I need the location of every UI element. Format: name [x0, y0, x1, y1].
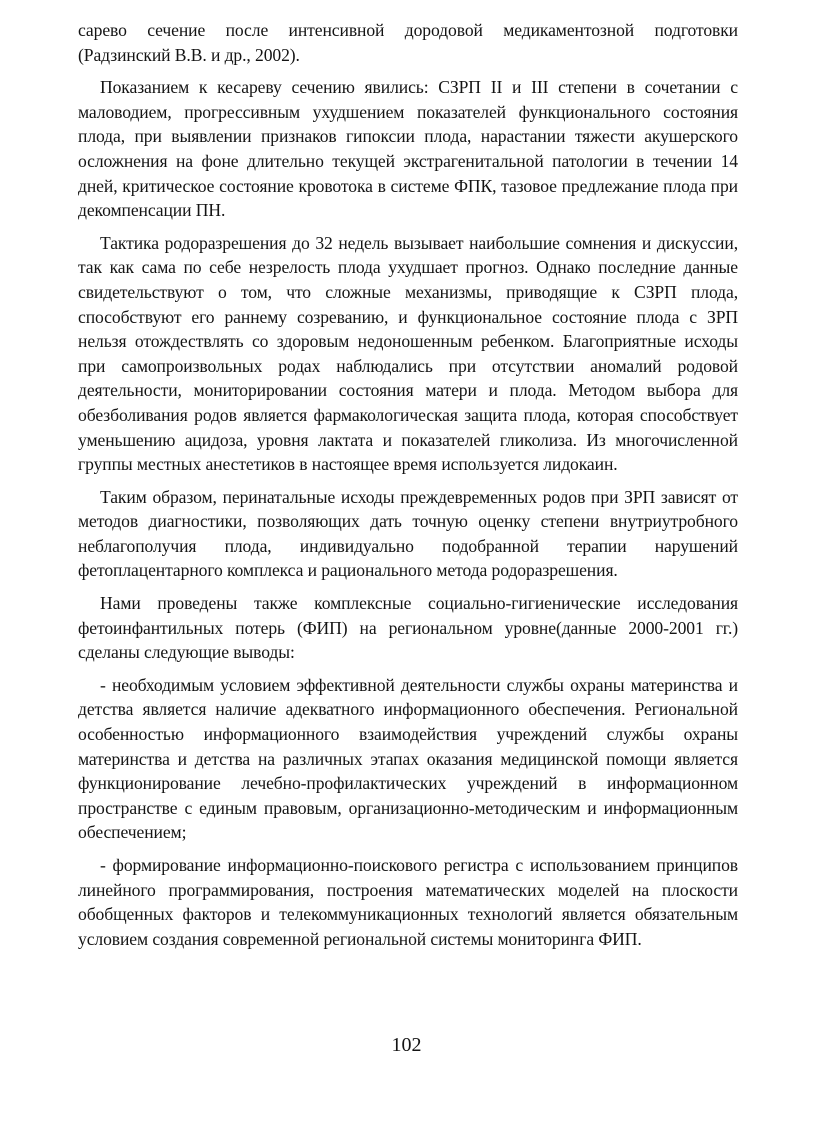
- paragraph-continuation: сарево сечение после интенсивной дородовой медикаментозной подготовки (Радзинский В.В. и др., 2002).: [78, 20, 738, 65]
- page-body: [78, 18, 738, 959]
- paragraph-delivery-tactics: Тактика родоразрешения до 32 недель вызывает наибольшие сомнения и дискуссии, так как сама по себе незрелость плода ухудшает прогноз. Однако последние данные свидетельствуют о том, что сложные механизмы, приводящие к СЗРП плода, способствуют его раннему созреванию, и функциональное состояние плода с ЗРП нельзя отождествлять со здоровым недоношенным ребенком. Благоприятные исходы при самопроизвольных родах наблюдались при отсутствии аномалий родовой деятельности, мониторировании состояния матери и плода. Методом выбора для обезболивания родов является фармакологическая защита плода, которая способствует уменьшению ацидоза, уровня лактата и показателей гликолиза. Из многочисленной группы местных анестетиков в настоящее время используется лидокаин.: [78, 232, 738, 475]
- page-number: 102: [391, 1034, 422, 1056]
- paragraph-research-intro: Нами проведены также комплексные социально-гигиенические исследования фетоинфантильных потерь (ФИП) на региональном уровне(данные 2000-2001 гг.) сделаны следующие выводы:: [78, 593, 738, 663]
- paragraph-conclusion: Таким образом, перинатальные исходы преждевременных родов при ЗРП зависят от методов диагностики, позволяющих дать точную оценку степени внутриутробного неблагополучия плода, индивидуально подобранной терапии нарушений фетоплацентарного комплекса и рационального метода родоразрешения.: [78, 486, 738, 581]
- paragraph-finding-1: - необходимым условием эффективной деятельности службы охраны материнства и детства является наличие адекватного информационного обеспечения. Региональной особенностью информационного взаимодействия учреждений службы охраны материнства и детства на различных этапах оказания медицинской помощи является функционирование лечебно-профилактических учреждений в информационном пространстве с единым правовым, организационно-методическим и информационным обеспечением;: [78, 674, 738, 843]
- paragraph-cesarean-indications: Показанием к кесареву сечению явились: СЗРП II и III степени в сочетании с маловодием, прогрессивным ухудшением показателей функционального состояния плода, при выявлении признаков гипоксии плода, нарастании тяжести акушерского осложнения на фоне длительно текущей экстрагенитальной патологии в течении 14 дней, критическое состояние кровотока в системе ФПК, тазовое предлежание плода при декомпенсации ПН.: [78, 77, 738, 221]
- paragraph-finding-2: - формирование информационно-поискового регистра с использованием принципов линейного программирования, построения математических моделей на плоскости обобщенных факторов и телекоммуникационных технологий является обязательным условием создания современной региональной системы мониторинга ФИП.: [78, 855, 738, 949]
